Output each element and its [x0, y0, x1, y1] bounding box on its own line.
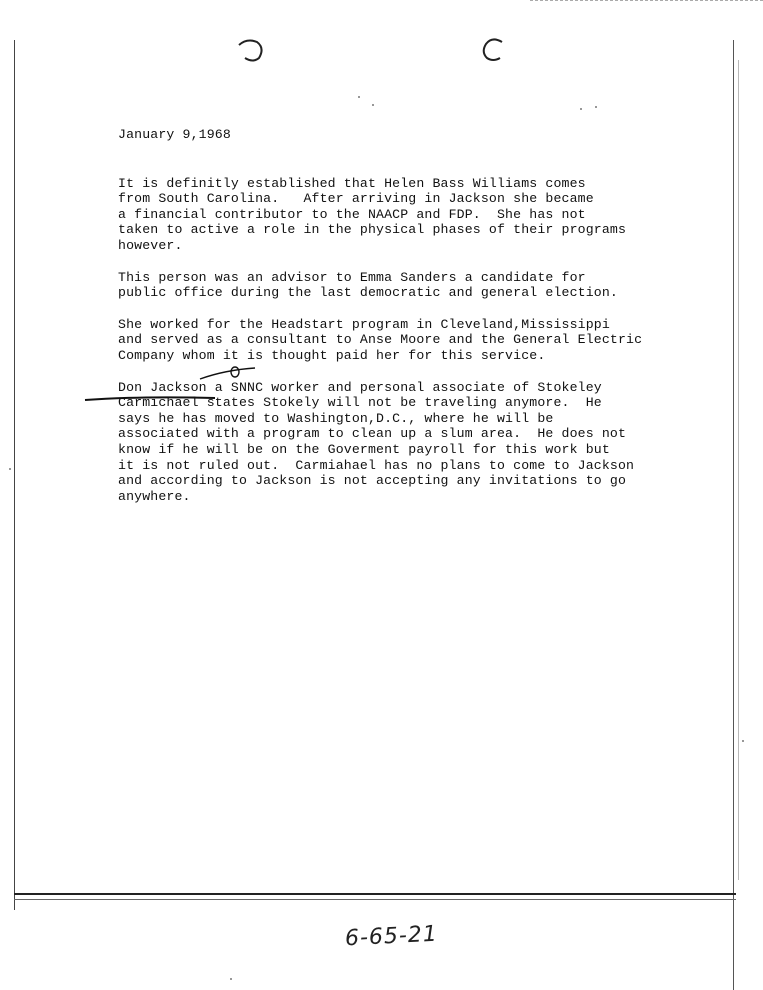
- memo-line: and served as a consultant to Anse Moore and the General Electric: [118, 332, 643, 348]
- memo-line: from South Carolina. After arriving in Jackson she became: [118, 191, 594, 207]
- memo-line: taken to active a role in the physical phases of their programs: [118, 222, 627, 238]
- memo-body: [118, 127, 678, 520]
- left-page-edge: [14, 40, 15, 910]
- memo-line: Don Jackson a SNNC worker and personal associate of Stokeley: [118, 379, 602, 395]
- memo-line: It is definitly established that Helen Bass Williams comes: [118, 175, 586, 191]
- memo-line: associated with a program to clean up a slum area. He does not: [118, 426, 627, 442]
- scan-speck: [580, 108, 582, 110]
- memo-line: a financial contributor to the NAACP and FDP. She has not: [118, 206, 586, 222]
- memo-line: public office during the last democratic and general election.: [118, 285, 618, 301]
- memo-line: know if he will be on the Goverment payroll for this work but: [118, 441, 610, 457]
- memo-line: and according to Jackson is not accepting any invitations to go: [118, 473, 627, 489]
- memo-paragraph: [118, 317, 678, 364]
- scan-speck: [230, 978, 232, 980]
- memo-line: Company whom it is thought paid her for this service.: [118, 347, 546, 363]
- memo-line: This person was an advisor to Emma Sanders a candidate for: [118, 269, 586, 285]
- scan-speck: [9, 468, 11, 470]
- right-page-edge: [733, 40, 734, 990]
- memo-line: says he has moved to Washington,D.C., where he will be: [118, 410, 554, 426]
- binder-hole-right-icon: [478, 36, 508, 64]
- binder-hole-left-icon: [235, 36, 265, 64]
- memo-line: Carmichael states Stokely will not be traveling anymore. He: [118, 395, 602, 411]
- memo-paragraph: [118, 270, 678, 301]
- scan-speck: [595, 106, 597, 108]
- scan-speck: [742, 740, 744, 742]
- handwritten-file-number: 6-65-21: [344, 921, 439, 952]
- bottom-rule: [14, 893, 736, 895]
- right-page-shadow: [738, 60, 739, 880]
- memo-line: however.: [118, 237, 183, 253]
- scan-speck: [358, 96, 360, 98]
- bottom-rule-thin: [14, 899, 736, 900]
- memo-line: it is not ruled out. Carmiahael has no plans to come to Jackson: [118, 457, 635, 473]
- top-edge-dashes: [530, 0, 763, 1]
- scan-speck: [372, 104, 374, 106]
- name-underline-mark: [80, 364, 260, 414]
- memo-line: anywhere.: [118, 488, 191, 504]
- memo-date: January 9,1968: [118, 127, 231, 142]
- memo-paragraph: [118, 176, 678, 254]
- memo-line: She worked for the Headstart program in Cleveland,Mississippi: [118, 316, 610, 332]
